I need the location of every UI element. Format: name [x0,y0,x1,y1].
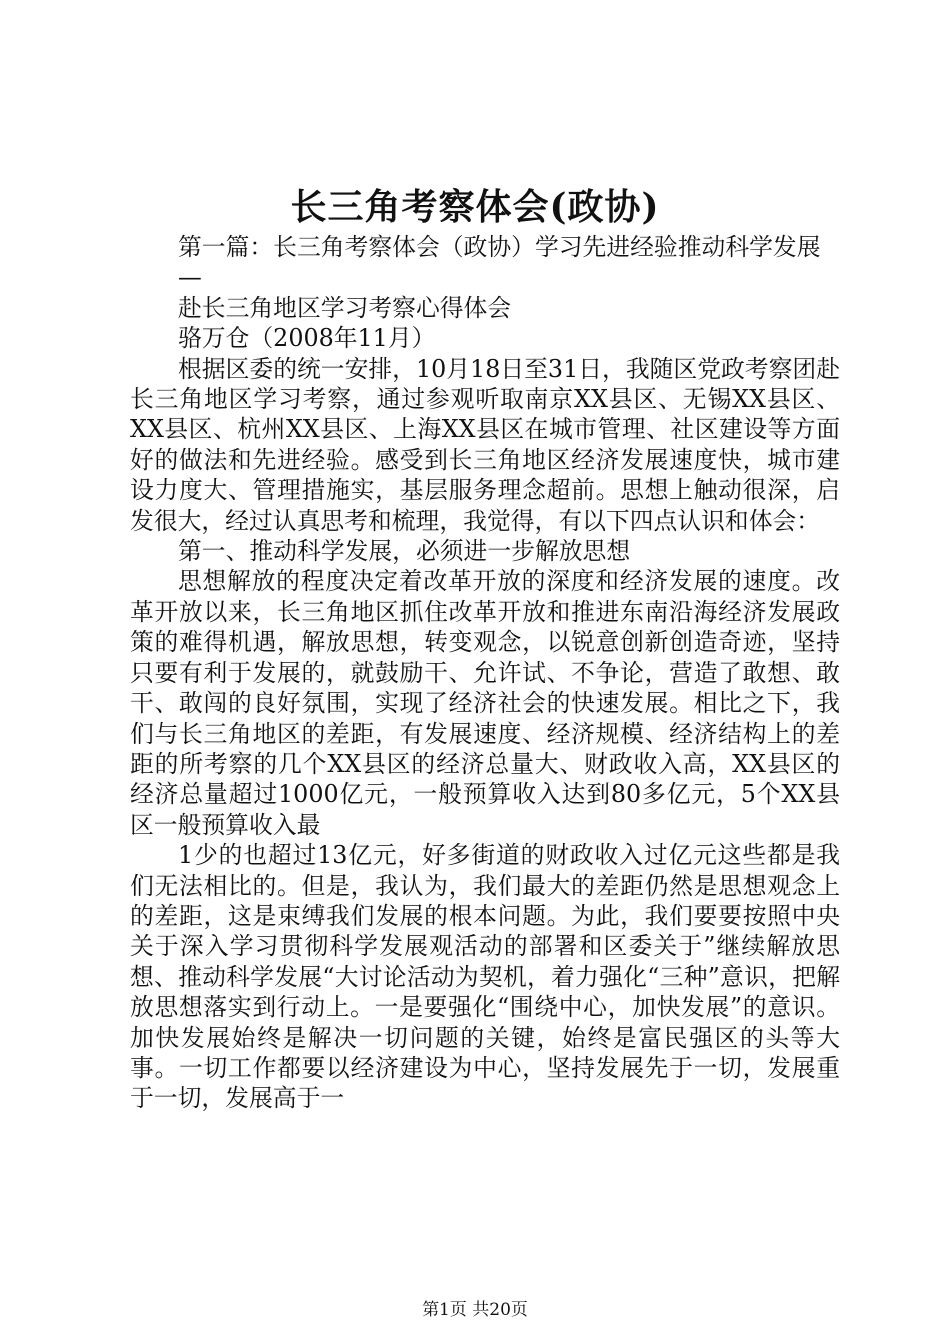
dash-line: — [178,263,202,292]
author-line: 骆万仓（2008年11月） [178,324,436,353]
document-title: 长三角考察体会(政协) [290,186,660,228]
section-heading: 第一篇：长三角考察体会（政协）学习先进经验推动科学发展 [178,233,821,261]
document-body [130,232,840,1114]
point-heading: 第一、推动科学发展，必须进一步解放思想 [178,537,631,566]
subtitle: 赴长三角地区学习考察心得体会 [178,293,512,322]
page-footer: 第1页 共20页 [422,1300,528,1320]
paragraph: 思想解放的程度决定着改革开放的深度和经济发展的速度。改革开放以来，长三角地区抓住改革开放和推进东南沿海经济发展政策的难得机遇，解放思想，转变观念，以锐意创新创造奇迹，坚持只要有利于发展的，就鼓励干、允许试、不争论，营造了敢想、敢干、敢闯的良好氛围，实现了经济社会的快速发展。相比之下，我们与长三角地区的差距，有发展速度、经济规模、经济结构上的差距的所考察的几个XX县区的经济总量大、财政收入高，XX县区的经济总量超过1000亿元，一般预算收入达到80多亿元，5个XX县区一般预算收入最 [130,567,840,839]
paragraph: 根据区委的统一安排，10月18日至31日，我随区党政考察团赴长三角地区学习考察，通过参观听取南京XX县区、无锡XX县区、XX县区、杭州XX县区、上海XX县区在城市管理、社区建设等方面好的做法和先进经验。感受到长三角地区经济发展速度快，城市建设力度大、管理措施实，基层服务理念超前。思想上触动很深，启发很大，经过认真思考和梳理，我觉得，有以下四点认识和体会： [130,354,840,535]
paragraph: 1少的也超过13亿元，好多街道的财政收入过亿元这些都是我们无法相比的。但是，我认为，我们最大的差距仍然是思想观念上的差距，这是束缚我们发展的根本问题。为此，我们要要按照中央关于深入学习贯彻科学发展观活动的部署和区委关于”继续解放思想、推动科学发展“大讨论活动为契机，着力强化“三种”意识，把解放思想落实到行动上。一是要强化“围绕中心，加快发展”的意识。加快发展始终是解决一切问题的关键，始终是富民强区的头等大事。一切工作都要以经济建设为中心，坚持发展先于一切，发展重于一切，发展高于一 [130,841,840,1113]
